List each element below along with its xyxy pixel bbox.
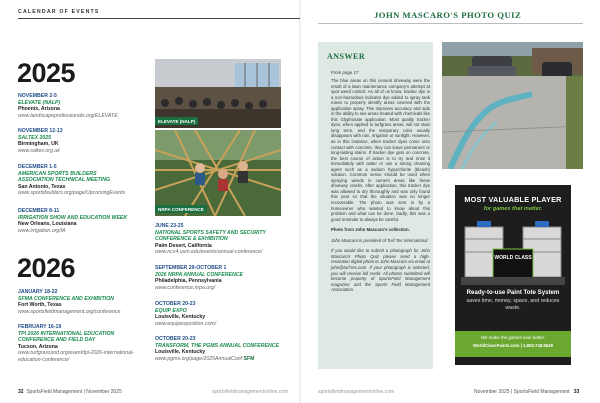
event-link[interactable]: www.landscapeprofessionals.org/ELEVATE: [18, 112, 118, 119]
ad-body: saves time, money, space, and reduces waste.: [466, 298, 560, 311]
page-gutter: [299, 0, 301, 403]
right-footer-website[interactable]: sportsfieldmanagementonline.com: [318, 389, 395, 395]
event-item: DECEMBER 8-11 IRRIGATION SHOW AND EDUCATION WEEK New Orleans, Louisiana www.irrigation.org/IA: [18, 208, 153, 234]
paint-tote-image: [461, 219, 565, 285]
answer-body: The blue areas on this cement driveway were the result of a lawn maintenance company's attempt at spot weed control. As all of us know, tracker dye is a non-hazardous indicator dye added to spray tank mixes to properly identify areas covered with the application spray. This improves accuracy and aids in the ability to see areas treated with chemicals like this Glyphosate application. Most quality tracker dyes, when applied to turfgrass areas, will not stain long term, and the temporary color usually disappears with rain, irrigation or sunlight. However, as in this instance, when tracker dyes come onto contact with concrete, they can leave permanent or long-lasting stains. If tracker dye gets on concrete, the best course of action is to try and rinse it immediately with water or use a strong cleaning agent such as a sodium hypochlorite (bleach) solution. Common sense should be used when spraying weeds in cement areas like these driveway cracks. After application, this tracker dye was allowed to dry thoroughly and was only found this year so that the situation was no longer recoverable. The photo was sent in by a homeowner who wanted to know about this problem and what can be done. Sadly, this was a good reminder to always be careful. Photo from John Mascaro's collection. John Mascaro is president of Turf-Tec International If you would like to submit a photograph for John Mascaro's Photo Quiz please send a high-resolution digital photo to John Mascaro via email at john@turf-tec.com. If your photograph is selected, you will receive full credit. All photos submitted will become property of SportsField Management magazine and the Sports Field Management Association.: [331, 78, 430, 293]
section-title: CALENDAR OF EVENTS: [18, 9, 100, 15]
event-item: JUNE 23-25 NATIONAL SPORTS SAFETY AND SECURITY CONFERENCE & EXHIBITION Palm Desert, California www.ncs4.usm.edu/events/annual-conference/: [155, 223, 295, 256]
event-link[interactable]: www.conference.nrpa.org/: [155, 284, 216, 291]
from-page-note: From page 17: [331, 70, 359, 75]
elevate-photo: [155, 59, 281, 128]
year-heading-2026: 2026: [17, 253, 76, 283]
event-link[interactable]: www.sportsfieldmanagement.org/conference: [18, 308, 121, 315]
event-item: NOVEMBER 2-5 ELEVATE (NALP) Phoenix, Arizona www.landscapeprofessionals.org/ELEVATE: [18, 93, 150, 119]
event-item: OCTOBER 20-23 EQUIP EXPO Louisville, Kentucky www.equipexposition.com/: [155, 301, 295, 327]
event-item: DECEMBER 1-5 AMERICAN SPORTS BUILDERS ASSOCIATION TECHNICAL MEETING San Antonio, Texas www.sportsbuilders.org/page/UpcomingEvents: [18, 164, 150, 197]
advertisement[interactable]: [455, 185, 571, 365]
ad-subhead: for games that matter.: [483, 206, 543, 212]
end-mark: SFM: [243, 355, 255, 362]
photo-caption: ELEVATE (NALP): [155, 117, 198, 125]
answer-heading: ANSWER: [327, 52, 366, 61]
ad-bar-text: We make the games look better.: [480, 335, 546, 340]
event-link[interactable]: www.sportsbuilders.org/page/UpcomingEvents: [18, 190, 126, 197]
left-footer-website[interactable]: sportsfieldmanagementonline.com: [212, 389, 289, 395]
event-item: JANUARY 18-22 SFMA CONFERENCE AND EXHIBITION Fort Worth, Texas www.sportsfieldmanagement.org/conference: [18, 289, 150, 315]
ad-contact[interactable]: WorldClassPaints.com | 1.800.748.9649: [473, 343, 553, 348]
climbing-net-image: [155, 130, 281, 216]
quiz-title: JOHN MASCARO'S PHOTO QUIZ: [374, 10, 522, 20]
event-link[interactable]: www.equipexposition.com/: [155, 320, 217, 327]
photo-caption: NRPA CONFERENCE: [155, 205, 207, 213]
ad-tagline: Ready-to-use Paint Tote System: [466, 289, 560, 296]
event-item: OCTOBER 20-23 TRANSFORM, THE PGMS ANNUAL CONFERENCE Louisville, Kentucky www.pgms.org/page/2025AnnualConf SFM: [155, 336, 295, 362]
left-footer: 32 SportsField Management | November 2025: [18, 389, 122, 395]
event-link[interactable]: www.pgms.org/page/2025AnnualConf SFM: [155, 355, 255, 362]
event-item: NOVEMBER 12-13 SALTEX 2025 Birmingham, UK www.saltex.org.uk: [18, 128, 150, 154]
driveway-stain-image: [442, 42, 583, 169]
event-link[interactable]: www.saltex.org.uk: [18, 147, 60, 154]
event-link[interactable]: www.irrigation.org/IA: [18, 227, 66, 234]
event-item: FEBRUARY 16-19 TPI 2026 INTERNATIONAL EDUCATION CONFERENCE AND FIELD DAY Tucson, Arizona www.turfgrasssod.org/event/tpi-2026-international- education-conference/: [18, 324, 153, 364]
divider: [18, 18, 300, 19]
event-item: SEPTEMBER 29-OCTOBER 1 2026 NRPA ANNUAL CONFERENCE Philadelphia, Pennsylvania www.conference.nrpa.org/: [155, 265, 295, 291]
ad-headline: MOST VALUABLE PLAYER: [464, 195, 562, 204]
year-heading-2025: 2025: [17, 58, 76, 88]
event-link[interactable]: www.ncs4.usm.edu/events/annual-conference/: [155, 249, 263, 256]
event-link[interactable]: www.turfgrasssod.org/event/tpi-2026-international-: [18, 350, 134, 357]
nrpa-photo: [155, 130, 281, 216]
world-class-sign: WORLD CLASS: [494, 255, 532, 261]
divider: [318, 23, 583, 24]
quiz-photo: [442, 42, 583, 169]
right-footer: November 2025 | SportsField Management 33: [474, 389, 580, 395]
